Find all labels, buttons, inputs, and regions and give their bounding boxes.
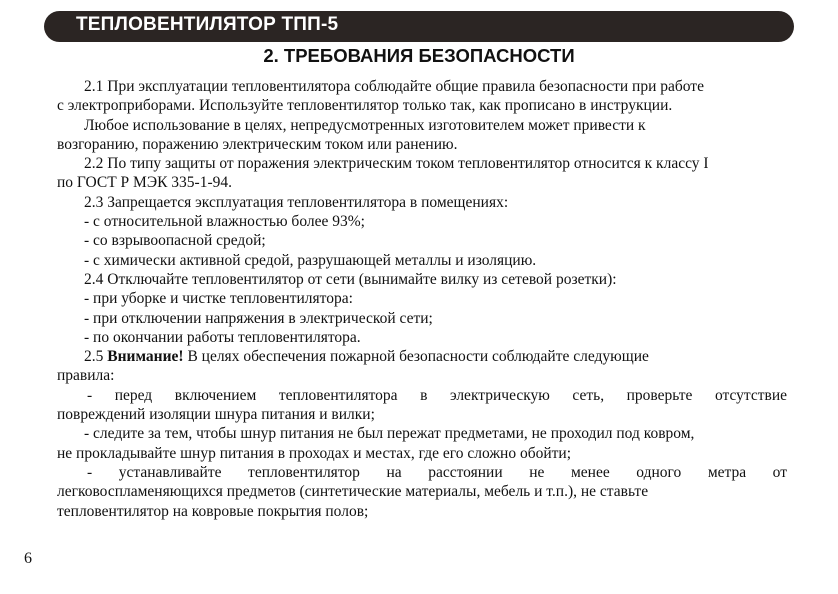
text-line: по ГОСТ Р МЭК 335-1-94. <box>57 174 232 192</box>
text-line: - с относительной влажностью более 93%; <box>84 213 365 231</box>
text-line: 2.1 При эксплуатации тепловентилятора соблюдайте общие правила безопасности при работе <box>84 78 704 95</box>
text-line: не прокладывайте шнур питания в проходах и местах, где его сложно обойти; <box>57 444 572 462</box>
warning-rest: В целях обеспечения пожарной безопасности соблюдайте следующие <box>183 348 649 366</box>
text-line: - следите за тем, чтобы шнур питания не был пережат предметами, не проходил под ковром, <box>84 425 695 443</box>
warning-prefix: 2.5 <box>84 348 108 366</box>
section-title: 2. ТРЕБОВАНИЯ БЕЗОПАСНОСТИ <box>263 45 575 66</box>
header-title: ТЕПЛОВЕНТИЛЯТОР ТПП-5 <box>76 14 339 35</box>
text-line: 2.3 Запрещается эксплуатация тепловентилятора в помещениях: <box>84 193 509 211</box>
text-line: - со взрывоопасной средой; <box>84 232 266 250</box>
text-line: Любое использование в целях, непредусмотренных изготовителем может привести к <box>84 116 646 134</box>
text-line: тепловентилятор на ковровые покрытия полов; <box>57 502 369 520</box>
text-line: - при отключении напряжения в электрической сети; <box>84 309 433 327</box>
text-line: повреждений изоляции шнура питания и вилки; <box>57 406 375 424</box>
text-line: с электроприборами. Используйте тепловентилятор только так, как прописано в инструкции. <box>57 97 673 115</box>
text-line: - при уборке и чистке тепловентилятора: <box>84 290 353 308</box>
text-line: - устанавливайте тепловентилятор на расстоянии не менее одного метра от <box>87 463 787 481</box>
body-text <box>57 77 787 521</box>
header-bar <box>44 11 794 42</box>
page-number: 6 <box>24 550 32 567</box>
text-line: 2.2 По типу защиты от поражения электрическим током тепловентилятор относится к классу I <box>84 155 709 173</box>
text-line: возгоранию, поражению электрическим током или ранению. <box>57 135 458 153</box>
text-line: 2.4 Отключайте тепловентилятор от сети (вынимайте вилку из сетевой розетки): <box>84 270 617 288</box>
warning-bold: Внимание! <box>107 348 184 366</box>
warning-line <box>57 347 787 366</box>
text-line: легковоспламеняющихся предметов (синтетические материалы, мебель и т.п.), не ставьте <box>57 483 649 501</box>
text-line: - с химически активной средой, разрушающей металлы и изоляцию. <box>84 251 537 269</box>
text-line: - по окончании работы тепловентилятора. <box>84 328 361 346</box>
text-line: - перед включением тепловентилятора в электрическую сеть, проверьте отсутствие <box>87 386 787 404</box>
text-line: правила: <box>57 367 115 385</box>
